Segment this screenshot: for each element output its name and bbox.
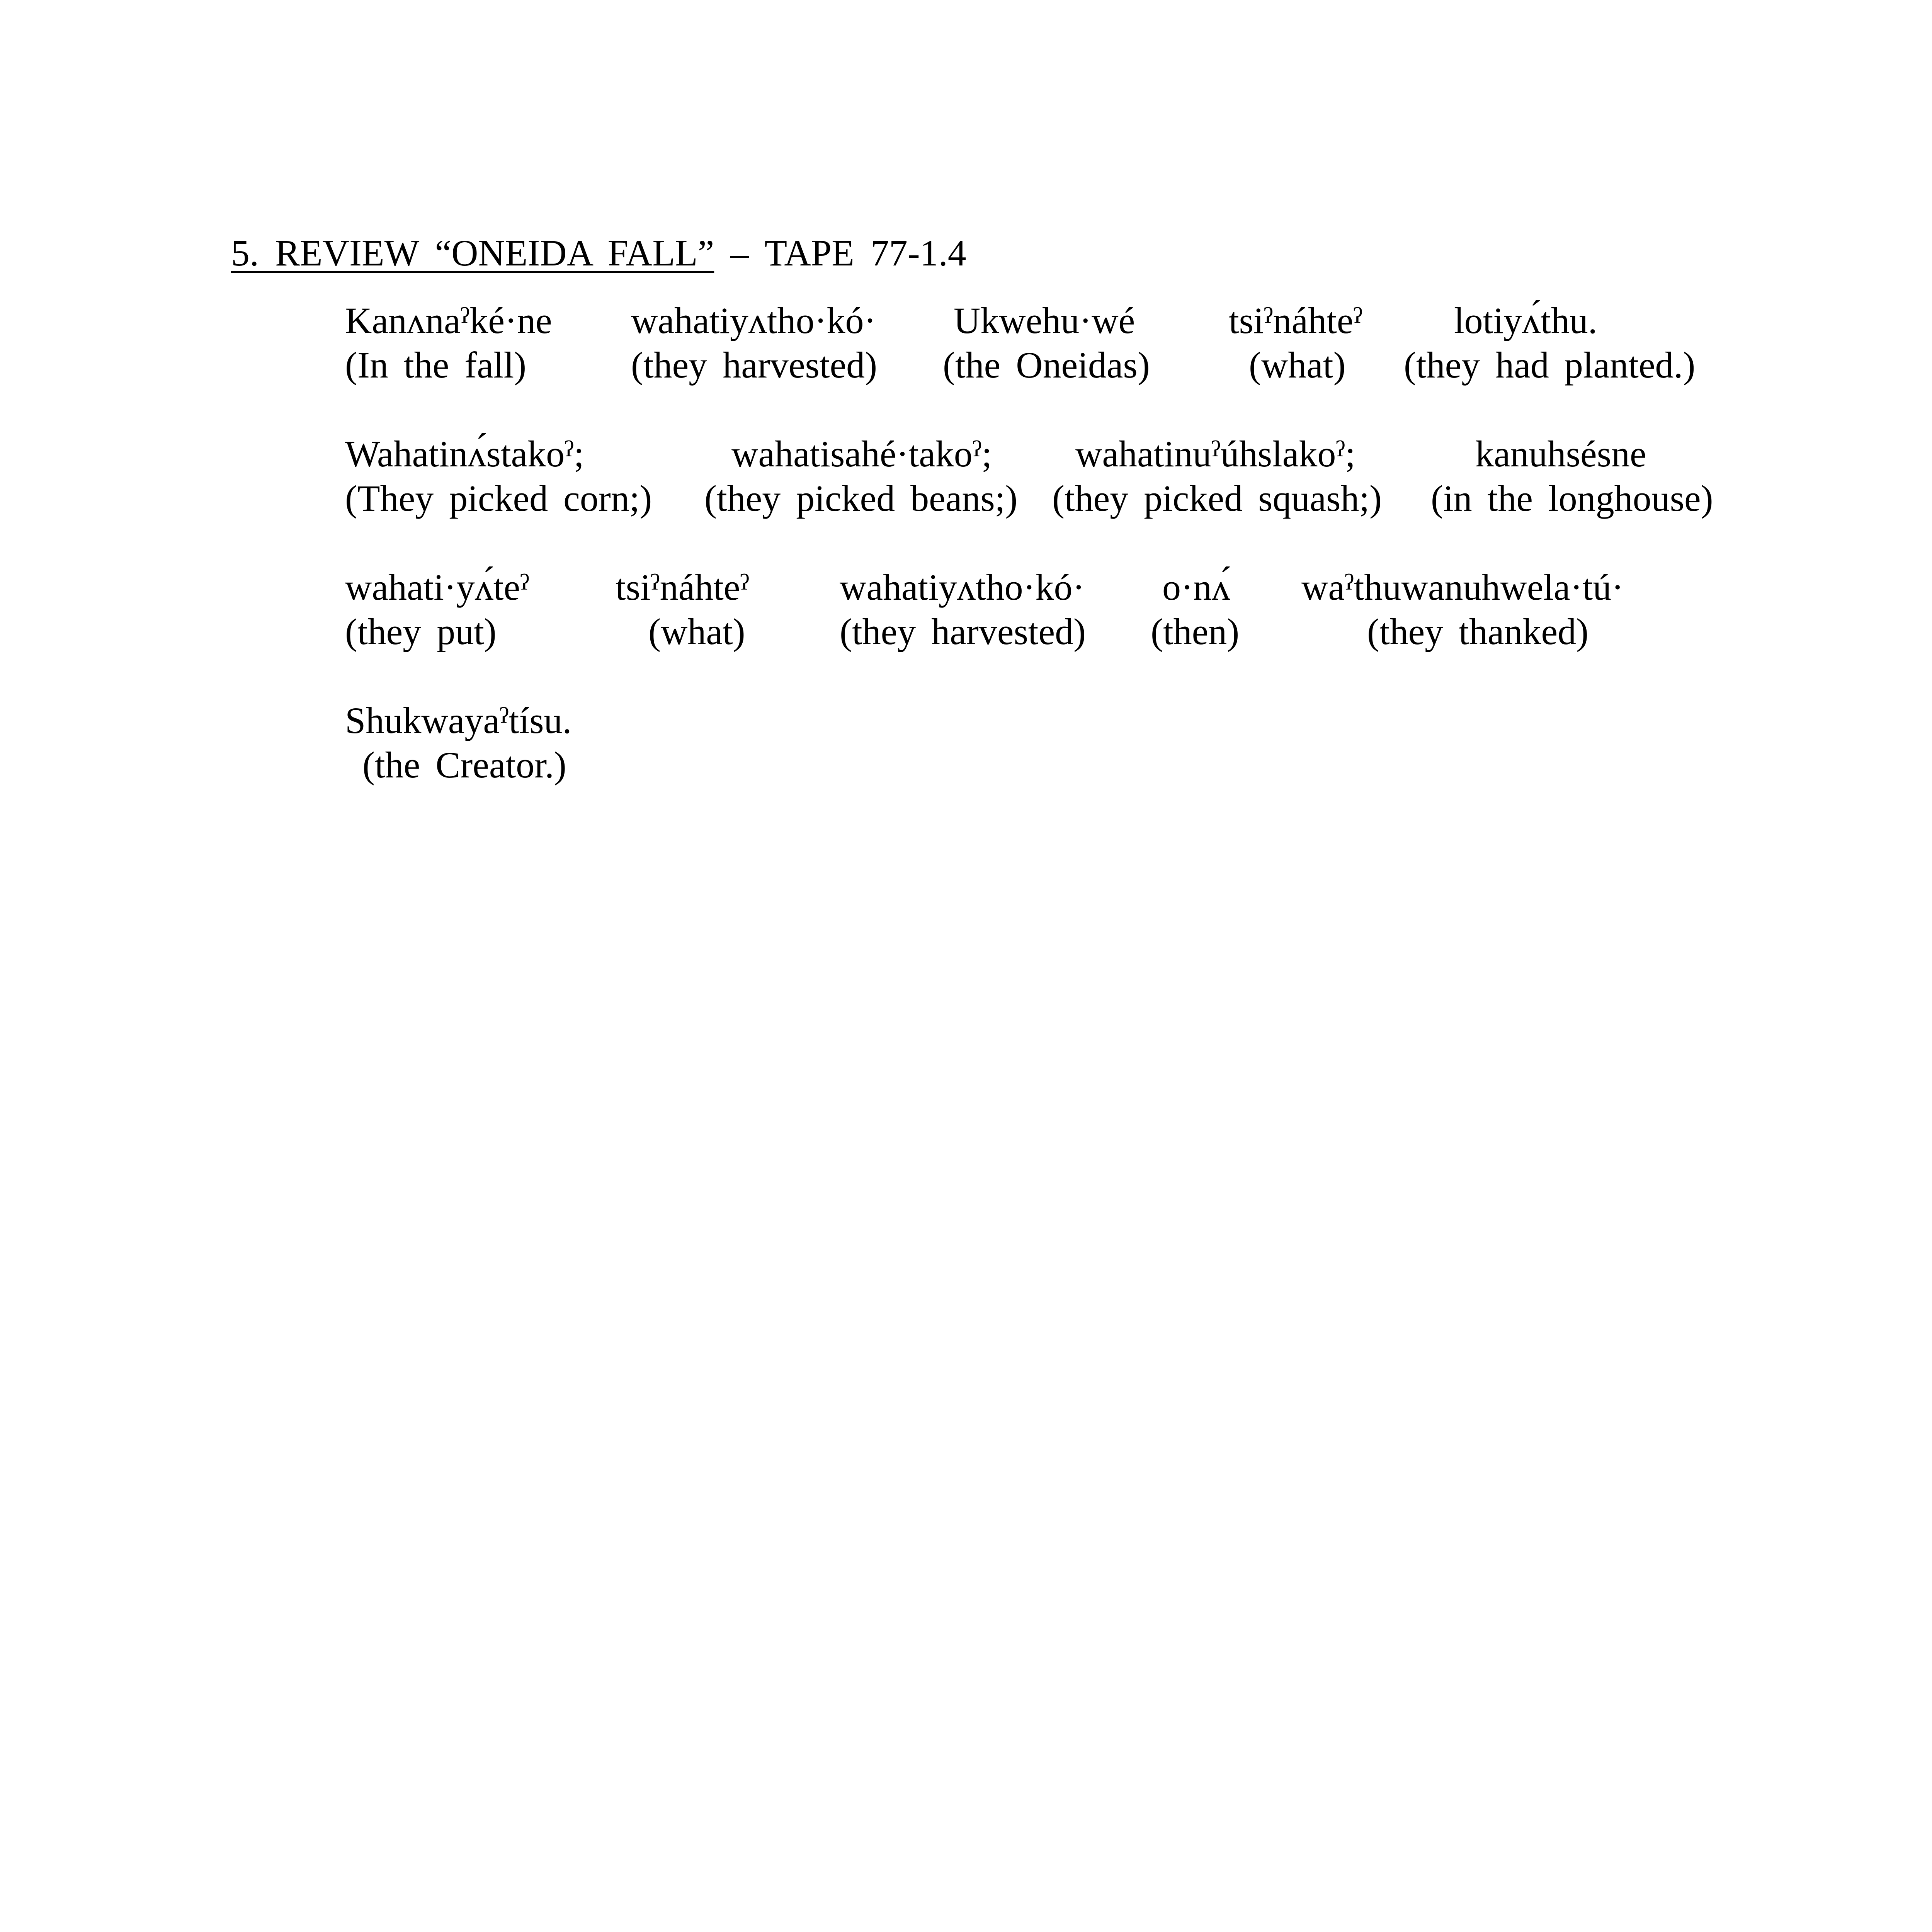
verse-3-english-line [0,607,1932,657]
english-gloss: (the Oneidas) [943,344,1150,386]
english-gloss: (what) [1249,344,1346,386]
oneida-word: waˀthuwanuhwela·tú· [1301,566,1624,608]
verse-2-oneida-line [0,429,1932,479]
oneida-word: kanuhsésne [1475,433,1646,474]
oneida-word: Shukwayaˀtísu. [345,700,572,741]
oneida-word: wahatinuˀúhslakoˀ; [1075,433,1355,474]
oneida-word: Kanʌnaˀké·ne [345,300,552,341]
english-gloss: (in the longhouse) [1431,478,1713,519]
english-gloss: (the Creator.) [362,744,566,786]
english-gloss: (they thanked) [1367,611,1589,652]
english-gloss: (they harvested) [840,611,1086,652]
verse-4-oneida-line [0,696,1932,746]
english-gloss: (they picked squash;) [1052,478,1382,519]
oneida-word: tsiˀnáhteˀ [1229,300,1363,341]
english-gloss: (then) [1151,611,1240,652]
verse-1-english-line [0,340,1932,390]
english-gloss: (they had planted.) [1404,344,1696,386]
oneida-word: Ukwehu·wé [954,300,1135,341]
verse-1-oneida-line [0,296,1932,346]
oneida-word: wahatiyʌtho·kó· [840,566,1085,608]
english-gloss: (They picked corn;) [345,478,652,519]
english-gloss: (they put) [345,611,497,652]
oneida-word: Wahatinʌ́stakoˀ; [345,433,584,474]
oneida-word: wahati·yʌ́teˀ [345,566,529,608]
section-title: 5. REVIEW “ONEIDA FALL” [231,232,714,274]
english-gloss: (they picked beans;) [704,478,1018,519]
oneida-word: tsiˀnáhteˀ [616,566,750,608]
english-gloss: (what) [648,611,745,652]
oneida-word: wahatiyʌtho·kó· [631,300,876,341]
verse-4-english-line [0,740,1932,790]
tape-reference: – TAPE 77-1.4 [714,232,966,274]
verse-3-oneida-line [0,562,1932,612]
oneida-word: wahatisahé·takoˀ; [731,433,992,474]
verse-2-english-line [0,473,1932,524]
oneida-word: lotiyʌ́thu. [1454,300,1597,341]
section-heading [231,228,966,278]
english-gloss: (In the fall) [345,344,527,386]
oneida-word: o·nʌ́ [1162,566,1230,608]
english-gloss: (they harvested) [631,344,878,386]
